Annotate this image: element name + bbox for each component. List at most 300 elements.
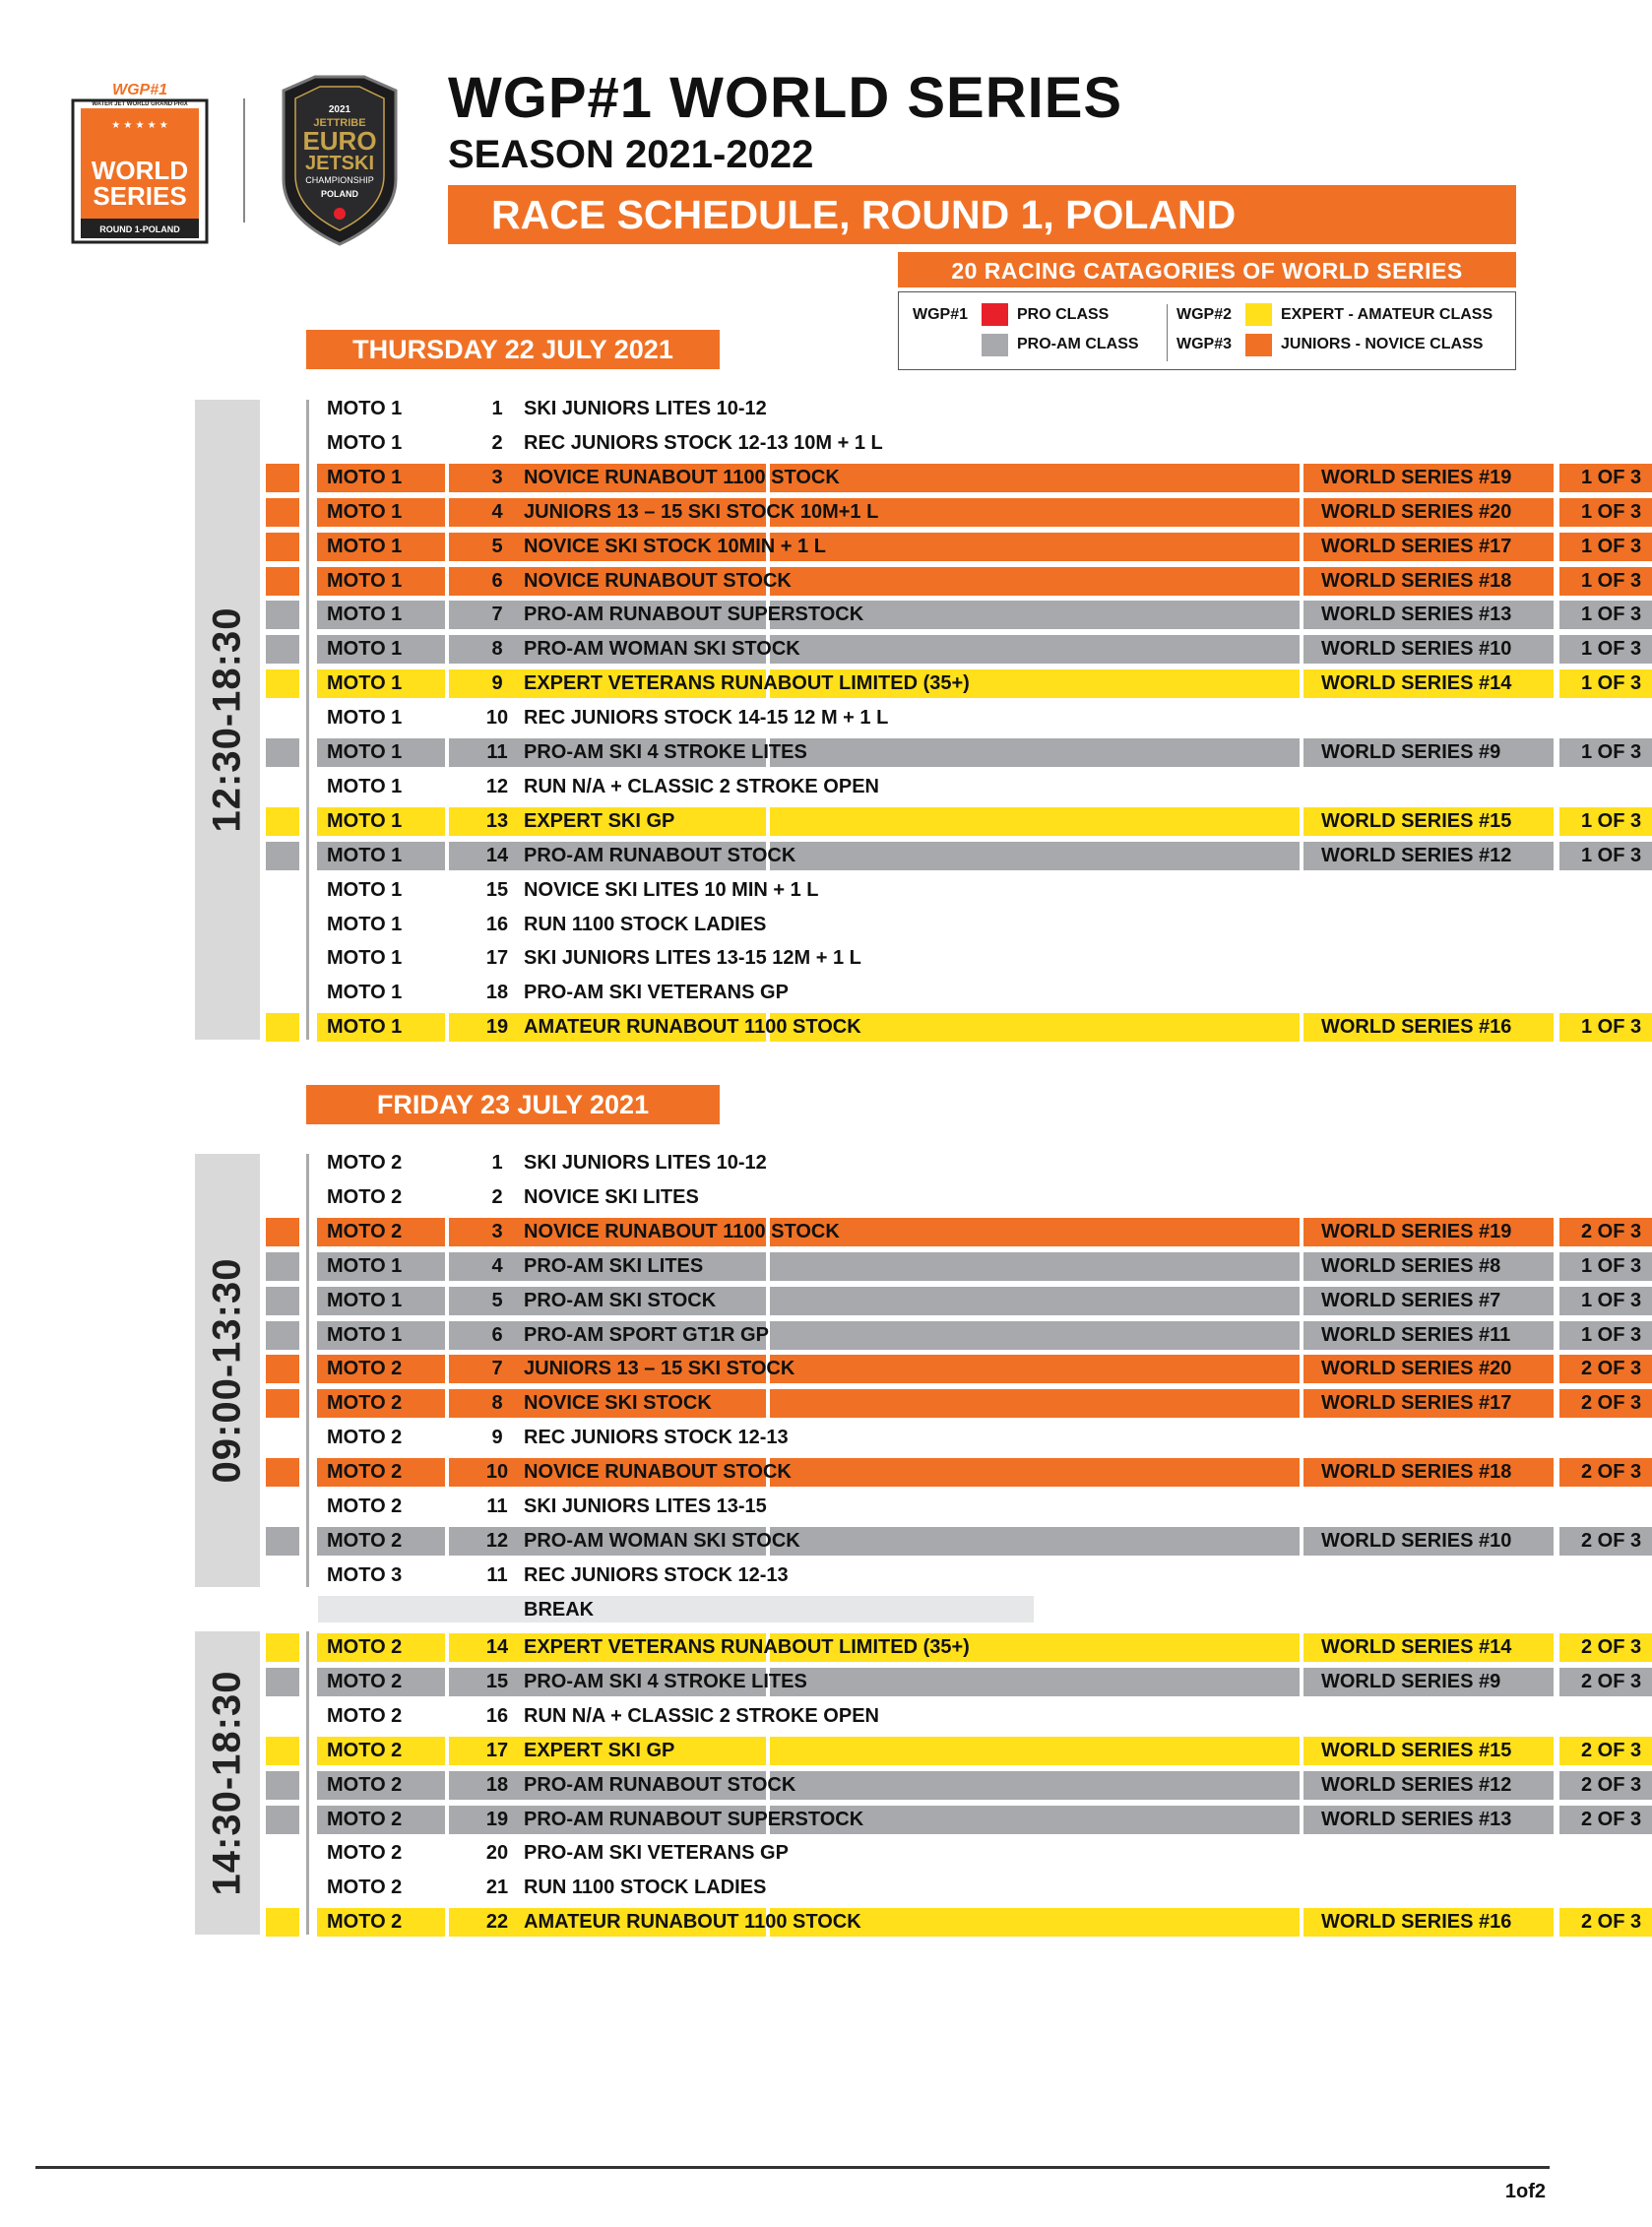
race-name-cell: SKI JUNIORS LITES 13-15 <box>524 1495 767 1517</box>
race-number-cell: 12 <box>485 775 509 797</box>
logo2-country: POLAND <box>321 189 358 199</box>
moto-cell: MOTO 1 <box>327 535 403 557</box>
race-name-cell: REC JUNIORS STOCK 12-13 <box>524 1563 789 1586</box>
table-row <box>266 601 1642 629</box>
world-series-cell: WORLD SERIES #13 <box>1321 1808 1512 1830</box>
moto-cell: MOTO 2 <box>327 1808 403 1830</box>
race-number-cell: 17 <box>485 1739 509 1761</box>
moto-cell: MOTO 1 <box>327 878 403 901</box>
race-name-cell: PRO-AM SKI VETERANS GP <box>524 1842 789 1865</box>
race-name-cell: NOVICE SKI LITES <box>524 1185 699 1208</box>
race-number-cell: 19 <box>485 1016 509 1039</box>
round-count-cell: 1 OF 3 <box>1581 638 1642 661</box>
logo-divider <box>243 98 245 223</box>
moto-cell: MOTO 2 <box>327 1636 403 1658</box>
wgp-world-series-logo <box>71 79 209 244</box>
moto-cell: MOTO 2 <box>327 1842 403 1865</box>
round-count-cell: 1 OF 3 <box>1581 569 1642 592</box>
race-number-cell: 4 <box>491 500 503 523</box>
row-highlight-cell <box>770 1252 1300 1281</box>
break-label: BREAK <box>524 1599 595 1621</box>
world-series-cell: WORLD SERIES #11 <box>1321 1323 1511 1346</box>
world-series-cell: WORLD SERIES #14 <box>1321 672 1512 695</box>
table-row <box>266 464 1642 492</box>
race-name-cell: PRO-AM RUNABOUT SUPERSTOCK <box>524 1808 864 1830</box>
world-series-cell: WORLD SERIES #13 <box>1321 604 1512 626</box>
round-count-cell: 2 OF 3 <box>1581 1392 1642 1415</box>
table-row <box>266 635 1642 664</box>
moto-cell: MOTO 1 <box>327 947 403 970</box>
table-row <box>266 979 1388 1007</box>
race-number-cell: 8 <box>491 1392 503 1415</box>
table-row <box>266 533 1642 561</box>
table-row <box>266 1424 1388 1452</box>
world-series-cell: WORLD SERIES #7 <box>1321 1289 1501 1311</box>
round-count-cell: 2 OF 3 <box>1581 1773 1642 1796</box>
world-series-cell: WORLD SERIES #8 <box>1321 1254 1501 1277</box>
race-number-cell: 3 <box>491 466 503 488</box>
row-highlight-cell <box>770 567 1300 596</box>
race-name-cell: PRO-AM WOMAN SKI STOCK <box>524 1529 800 1552</box>
table-row <box>266 1908 1642 1937</box>
row-highlight-cell <box>770 1527 1300 1556</box>
race-name-cell: PRO-AM SKI 4 STROKE LITES <box>524 741 807 763</box>
race-name-cell: NOVICE SKI STOCK <box>524 1392 712 1415</box>
race-name-cell: PRO-AM WOMAN SKI STOCK <box>524 638 800 661</box>
moto-cell: MOTO 1 <box>327 500 403 523</box>
break-row <box>318 1596 1034 1623</box>
race-schedule-banner-text: RACE SCHEDULE, ROUND 1, POLAND <box>491 192 1237 237</box>
moto-cell: MOTO 1 <box>327 638 403 661</box>
round-count-cell: 1 OF 3 <box>1581 809 1642 832</box>
categories-banner-text: 20 RACING CATAGORIES OF WORLD SERIES <box>951 258 1463 284</box>
round-count-cell: 1 OF 3 <box>1581 741 1642 763</box>
race-name-cell: PRO-AM RUNABOUT SUPERSTOCK <box>524 604 864 626</box>
moto-cell: MOTO 1 <box>327 569 403 592</box>
world-series-cell: WORLD SERIES #16 <box>1321 1016 1512 1039</box>
table-row <box>266 1874 1388 1902</box>
race-name-cell: EXPERT VETERANS RUNABOUT LIMITED (35+) <box>524 672 970 695</box>
class-color-marker <box>266 1737 299 1765</box>
logo-word-top: WORLD <box>91 156 189 185</box>
round-count-cell: 2 OF 3 <box>1581 1636 1642 1658</box>
race-name-cell: SKI JUNIORS LITES 10-12 <box>524 398 767 419</box>
moto-cell: MOTO 1 <box>327 775 403 797</box>
moto-cell: MOTO 1 <box>327 913 403 935</box>
race-name-cell: PRO-AM RUNABOUT STOCK <box>524 844 796 866</box>
class-color-marker <box>266 1287 299 1315</box>
race-name-cell: RUN 1100 STOCK LADIES <box>524 1877 767 1899</box>
race-number-cell: 13 <box>485 809 509 832</box>
class-color-marker <box>266 533 299 561</box>
race-name-cell: EXPERT SKI GP <box>524 809 675 832</box>
moto-cell: MOTO 2 <box>327 1392 403 1415</box>
row-highlight-cell <box>770 464 1300 492</box>
legend-swatch-pro <box>982 303 1008 326</box>
round-count-cell: 1 OF 3 <box>1581 466 1642 488</box>
logo2-year: 2021 <box>328 104 351 115</box>
round-count-cell: 1 OF 3 <box>1581 844 1642 866</box>
race-number-cell: 2 <box>491 1185 503 1208</box>
race-name-cell: REC JUNIORS STOCK 14-15 12 M + 1 L <box>524 707 889 730</box>
race-schedule-banner <box>448 185 1516 244</box>
race-name-cell: PRO-AM SKI 4 STROKE LITES <box>524 1670 807 1692</box>
race-number-cell: 6 <box>491 569 503 592</box>
race-name-cell: SKI JUNIORS LITES 13-15 12M + 1 L <box>524 947 861 970</box>
race-number-cell: 21 <box>485 1877 509 1899</box>
moto-cell: MOTO 1 <box>327 1323 403 1346</box>
race-number-cell: 14 <box>485 844 509 866</box>
table-row <box>266 1806 1642 1834</box>
race-number-cell: 16 <box>485 913 509 935</box>
moto-cell: MOTO 2 <box>327 1185 403 1208</box>
table-row <box>266 1149 1388 1177</box>
row-highlight-cell <box>770 1321 1300 1350</box>
euro-jetski-championship-logo <box>276 71 404 248</box>
round-count-cell: 2 OF 3 <box>1581 1911 1642 1934</box>
race-name-cell: PRO-AM SKI STOCK <box>524 1289 717 1311</box>
race-number-cell: 18 <box>485 1773 509 1796</box>
table-row <box>266 1252 1642 1281</box>
row-highlight-cell <box>770 1355 1300 1383</box>
page-title: WGP#1 WORLD SERIES <box>448 66 1123 130</box>
round-count-cell: 2 OF 3 <box>1581 1461 1642 1484</box>
table-row <box>266 669 1642 698</box>
legend-code-wgp2: WGP#2 <box>1176 306 1233 323</box>
time-slot-band <box>195 1154 260 1587</box>
race-number-cell: 15 <box>485 878 509 901</box>
moto-cell: MOTO 1 <box>327 1016 403 1039</box>
table-row <box>266 911 1388 939</box>
race-name-cell: JUNIORS 13 – 15 SKI STOCK 10M+1 L <box>524 500 879 523</box>
race-name-cell: NOVICE RUNABOUT STOCK <box>524 1461 792 1484</box>
class-color-marker <box>266 842 299 870</box>
table-row <box>266 773 1388 801</box>
legend-label-expert: EXPERT - AMATEUR CLASS <box>1281 306 1493 323</box>
round-count-cell: 2 OF 3 <box>1581 1529 1642 1552</box>
table-row <box>266 1737 1642 1765</box>
class-color-marker <box>266 1355 299 1383</box>
class-color-marker <box>266 738 299 767</box>
class-color-marker <box>266 1527 299 1556</box>
race-number-cell: 1 <box>491 1152 503 1174</box>
table-row <box>266 1561 1388 1590</box>
table-row <box>266 944 1388 973</box>
world-series-cell: WORLD SERIES #10 <box>1321 638 1512 661</box>
world-series-cell: WORLD SERIES #19 <box>1321 1220 1512 1242</box>
moto-cell: MOTO 1 <box>327 604 403 626</box>
moto-cell: MOTO 2 <box>327 1704 403 1727</box>
world-series-cell: WORLD SERIES #9 <box>1321 1670 1501 1692</box>
race-number-cell: 3 <box>491 1220 503 1242</box>
row-highlight-cell <box>770 738 1300 767</box>
race-number-cell: 22 <box>485 1911 509 1934</box>
world-series-cell: WORLD SERIES #17 <box>1321 1392 1512 1415</box>
class-color-marker <box>266 1218 299 1246</box>
round-count-cell: 1 OF 3 <box>1581 672 1642 695</box>
day-header-friday: FRIDAY 23 JULY 2021 <box>306 1085 720 1124</box>
table-row <box>266 429 1388 458</box>
round-count-cell: 2 OF 3 <box>1581 1739 1642 1761</box>
legend-label-juniors: JUNIORS - NOVICE CLASS <box>1281 336 1484 352</box>
race-number-cell: 10 <box>485 707 509 730</box>
table-row <box>266 1183 1388 1212</box>
legend-label-pro: PRO CLASS <box>1017 306 1110 323</box>
legend-code-wgp3: WGP#3 <box>1176 336 1233 352</box>
table-row <box>266 1493 1388 1521</box>
logo-brand: WGP#1 <box>111 82 168 98</box>
row-highlight-cell <box>770 807 1300 836</box>
race-number-cell: 8 <box>491 638 503 661</box>
table-row <box>266 1287 1642 1315</box>
table-row <box>266 1389 1642 1418</box>
time-slot-label: 09:00-13:30 <box>205 1257 249 1484</box>
moto-cell: MOTO 2 <box>327 1427 403 1449</box>
round-count-cell: 1 OF 3 <box>1581 1289 1642 1311</box>
table-row <box>266 842 1642 870</box>
race-number-cell: 18 <box>485 982 509 1004</box>
class-color-marker <box>266 498 299 527</box>
moto-cell: MOTO 1 <box>327 1254 403 1277</box>
moto-cell: MOTO 2 <box>327 1461 403 1484</box>
race-name-cell: RUN N/A + CLASSIC 2 STROKE OPEN <box>524 1704 879 1727</box>
table-row <box>266 1771 1642 1800</box>
round-count-cell: 1 OF 3 <box>1581 1016 1642 1039</box>
round-count-cell: 1 OF 3 <box>1581 500 1642 523</box>
season-subtitle: SEASON 2021-2022 <box>448 133 814 176</box>
race-number-cell: 2 <box>491 431 503 454</box>
moto-cell: MOTO 1 <box>327 707 403 730</box>
time-slot-label: 12:30-18:30 <box>205 606 249 833</box>
race-number-cell: 19 <box>485 1808 509 1830</box>
race-number-cell: 7 <box>491 1358 503 1380</box>
class-color-marker <box>266 635 299 664</box>
race-number-cell: 20 <box>485 1842 509 1865</box>
race-name-cell: NOVICE SKI STOCK 10MIN + 1 L <box>524 535 826 557</box>
row-highlight-cell <box>770 1458 1300 1487</box>
world-series-cell: WORLD SERIES #18 <box>1321 569 1512 592</box>
moto-cell: MOTO 3 <box>327 1563 403 1586</box>
world-series-cell: WORLD SERIES #19 <box>1321 466 1512 488</box>
class-legend <box>898 291 1516 370</box>
moto-cell: MOTO 2 <box>327 1152 403 1174</box>
logo-tagline: WATER JET WORLD GRAND PRIX <box>92 101 188 107</box>
class-color-marker <box>266 1806 299 1834</box>
class-color-marker <box>266 1389 299 1418</box>
row-highlight-cell <box>770 1287 1300 1315</box>
moto-cell: MOTO 1 <box>327 1289 403 1311</box>
class-color-marker <box>266 1013 299 1042</box>
moto-cell: MOTO 1 <box>327 466 403 488</box>
logo-word-bottom: SERIES <box>93 181 187 211</box>
moto-cell: MOTO 2 <box>327 1358 403 1380</box>
class-color-marker <box>266 601 299 629</box>
class-color-marker <box>266 464 299 492</box>
moto-cell: MOTO 1 <box>327 844 403 866</box>
table-row <box>266 738 1642 767</box>
round-count-cell: 1 OF 3 <box>1581 604 1642 626</box>
moto-cell: MOTO 1 <box>327 431 403 454</box>
row-highlight-cell <box>770 1668 1300 1696</box>
class-color-marker <box>266 1252 299 1281</box>
logo2-line1: JETTRIBE <box>313 117 366 129</box>
race-number-cell: 11 <box>486 741 508 763</box>
class-color-marker <box>266 669 299 698</box>
race-name-cell: NOVICE SKI LITES 10 MIN + 1 L <box>524 878 819 901</box>
row-highlight-cell <box>770 635 1300 664</box>
race-name-cell: RUN 1100 STOCK LADIES <box>524 913 767 935</box>
race-name-cell: PRO-AM RUNABOUT STOCK <box>524 1773 796 1796</box>
world-series-cell: WORLD SERIES #9 <box>1321 741 1501 763</box>
table-row <box>266 395 1388 423</box>
footer-rule <box>35 2166 1550 2169</box>
row-highlight-cell <box>770 842 1300 870</box>
logo2-line4: CHAMPIONSHIP <box>305 175 374 185</box>
time-slot-band <box>195 400 260 1040</box>
race-name-cell: AMATEUR RUNABOUT 1100 STOCK <box>524 1911 861 1934</box>
moto-cell: MOTO 1 <box>327 982 403 1004</box>
race-number-cell: 9 <box>491 672 503 695</box>
world-series-cell: WORLD SERIES #17 <box>1321 535 1512 557</box>
world-series-cell: WORLD SERIES #18 <box>1321 1461 1512 1484</box>
world-series-cell: WORLD SERIES #12 <box>1321 1773 1512 1796</box>
race-name-cell: RUN N/A + CLASSIC 2 STROKE OPEN <box>524 775 879 797</box>
row-highlight-cell <box>770 1771 1300 1800</box>
world-series-cell: WORLD SERIES #20 <box>1321 500 1512 523</box>
round-count-cell: 2 OF 3 <box>1581 1358 1642 1380</box>
race-name-cell: NOVICE RUNABOUT 1100 STOCK <box>524 1220 840 1242</box>
class-color-marker <box>266 1321 299 1350</box>
race-number-cell: 16 <box>485 1704 509 1727</box>
table-row <box>266 1458 1642 1487</box>
race-number-cell: 1 <box>491 398 503 419</box>
race-name-cell: EXPERT VETERANS RUNABOUT LIMITED (35+) <box>524 1636 970 1658</box>
race-number-cell: 17 <box>485 947 509 970</box>
moto-cell: MOTO 2 <box>327 1739 403 1761</box>
round-count-cell: 2 OF 3 <box>1581 1808 1642 1830</box>
race-number-cell: 5 <box>491 1289 503 1311</box>
table-row <box>266 1702 1388 1731</box>
table-row <box>266 1668 1642 1696</box>
legend-swatch-pro-am <box>982 334 1008 356</box>
round-count-cell: 2 OF 3 <box>1581 1670 1642 1692</box>
race-number-cell: 12 <box>485 1529 509 1552</box>
table-row <box>266 1355 1642 1383</box>
row-highlight-cell <box>770 1389 1300 1418</box>
moto-cell: MOTO 1 <box>327 672 403 695</box>
race-number-cell: 11 <box>486 1495 508 1517</box>
race-number-cell: 14 <box>485 1636 509 1658</box>
race-number-cell: 5 <box>491 535 503 557</box>
race-number-cell: 11 <box>486 1563 508 1586</box>
moto-cell: MOTO 2 <box>327 1773 403 1796</box>
legend-divider <box>1167 304 1168 361</box>
page-number: 1of2 <box>1504 2181 1546 2202</box>
row-highlight-cell <box>770 1218 1300 1246</box>
world-series-cell: WORLD SERIES #10 <box>1321 1529 1512 1552</box>
class-color-marker <box>266 1668 299 1696</box>
categories-banner <box>898 252 1516 287</box>
race-name-cell: NOVICE RUNABOUT STOCK <box>524 569 792 592</box>
race-name-cell: PRO-AM SKI VETERANS GP <box>524 982 789 1004</box>
world-series-cell: WORLD SERIES #16 <box>1321 1911 1512 1934</box>
race-name-cell: JUNIORS 13 – 15 SKI STOCK <box>524 1358 795 1380</box>
table-row <box>266 567 1642 596</box>
day-header-thursday: THURSDAY 22 JULY 2021 <box>306 330 720 369</box>
table-row <box>266 807 1642 836</box>
moto-cell: MOTO 1 <box>327 398 403 419</box>
table-row <box>266 1527 1642 1556</box>
legend-code-wgp1: WGP#1 <box>913 306 969 323</box>
round-count-cell: 1 OF 3 <box>1581 535 1642 557</box>
moto-cell: MOTO 2 <box>327 1877 403 1899</box>
time-slot-label: 14:30-18:30 <box>205 1670 249 1896</box>
class-color-marker <box>266 1908 299 1937</box>
logo-round: ROUND 1-POLAND <box>99 224 180 234</box>
moto-cell: MOTO 2 <box>327 1670 403 1692</box>
race-name-cell: PRO-AM SPORT GT1R GP <box>524 1323 769 1346</box>
table-row <box>266 1633 1642 1662</box>
table-row <box>266 1839 1388 1868</box>
round-count-cell: 1 OF 3 <box>1581 1254 1642 1277</box>
world-series-cell: WORLD SERIES #15 <box>1321 1739 1512 1761</box>
row-highlight-cell <box>770 533 1300 561</box>
race-number-cell: 15 <box>485 1670 509 1692</box>
race-number-cell: 6 <box>491 1323 503 1346</box>
table-row <box>266 498 1642 527</box>
class-color-marker <box>266 1633 299 1662</box>
race-name-cell: REC JUNIORS STOCK 12-13 10M + 1 L <box>524 431 883 454</box>
legend-swatch-juniors <box>1245 334 1272 356</box>
table-row <box>266 1013 1642 1042</box>
moto-cell: MOTO 1 <box>327 809 403 832</box>
moto-cell: MOTO 1 <box>327 741 403 763</box>
class-color-marker <box>266 1458 299 1487</box>
race-number-cell: 9 <box>491 1427 503 1449</box>
race-name-cell: AMATEUR RUNABOUT 1100 STOCK <box>524 1016 861 1039</box>
world-series-cell: WORLD SERIES #14 <box>1321 1636 1512 1658</box>
race-name-cell: PRO-AM SKI LITES <box>524 1254 704 1277</box>
logo2-line2: EURO <box>302 126 377 156</box>
world-series-cell: WORLD SERIES #15 <box>1321 809 1512 832</box>
table-row <box>266 876 1388 905</box>
table-row <box>266 1218 1642 1246</box>
table-row <box>266 704 1388 732</box>
moto-cell: MOTO 2 <box>327 1495 403 1517</box>
round-count-cell: 2 OF 3 <box>1581 1220 1642 1242</box>
class-color-marker <box>266 567 299 596</box>
legend-label-pro-am: PRO-AM CLASS <box>1017 336 1139 352</box>
race-name-cell: EXPERT SKI GP <box>524 1739 675 1761</box>
legend-swatch-expert <box>1245 303 1272 326</box>
class-color-marker <box>266 1771 299 1800</box>
table-row <box>266 1321 1642 1350</box>
world-series-cell: WORLD SERIES #12 <box>1321 844 1512 866</box>
moto-cell: MOTO 2 <box>327 1529 403 1552</box>
class-color-marker <box>266 807 299 836</box>
race-number-cell: 7 <box>491 604 503 626</box>
time-slot-band <box>195 1631 260 1935</box>
moto-cell: MOTO 2 <box>327 1220 403 1242</box>
logo2-line3: JETSKI <box>304 153 375 174</box>
race-number-cell: 4 <box>491 1254 503 1277</box>
race-number-cell: 10 <box>485 1461 509 1484</box>
race-name-cell: NOVICE RUNABOUT 1100 STOCK <box>524 466 840 488</box>
svg-text:★ ★ ★ ★ ★: ★ ★ ★ ★ ★ <box>111 120 168 131</box>
race-name-cell: SKI JUNIORS LITES 10-12 <box>524 1152 767 1174</box>
round-count-cell: 1 OF 3 <box>1581 1323 1642 1346</box>
row-highlight-cell <box>770 1737 1300 1765</box>
